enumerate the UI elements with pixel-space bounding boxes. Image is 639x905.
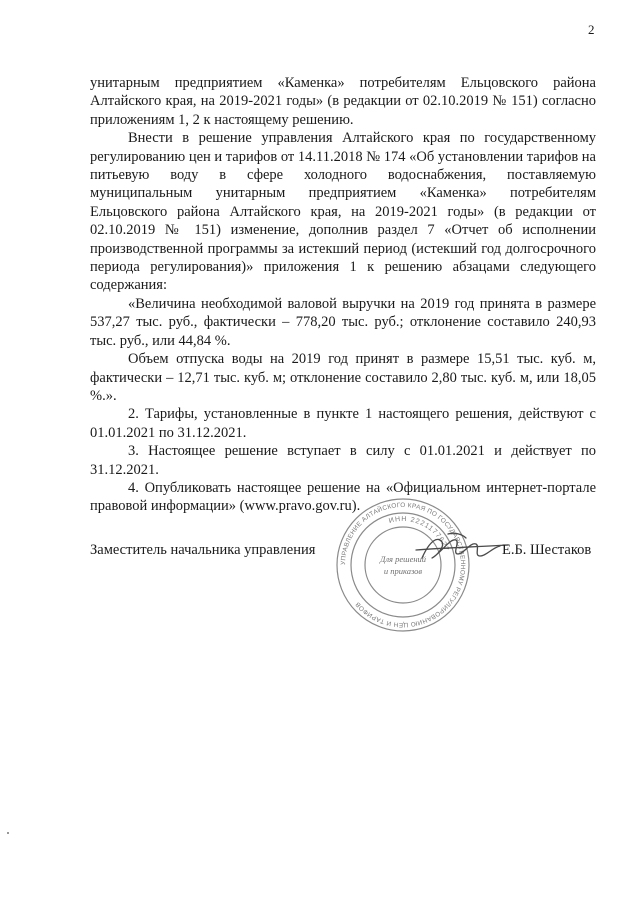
paragraph-6: 3. Настоящее решение вступает в силу с 01.01.2021 и действует по 31.12.2021. xyxy=(90,443,596,478)
stamp-inn-text: ИНН 2221177627 xyxy=(388,515,450,553)
stamp-ring-text: УПРАВЛЕНИЕ АЛТАЙСКОГО КРАЯ ПО ГОСУДАРСТВЕННОМУ РЕГУЛИРОВАНИЮ ЦЕН И ТАРИФОВ xyxy=(339,501,467,629)
paragraph-1: унитарным предприятием «Каменка» потребителям Ельцовского района Алтайского края, на 2019-2021 годы» (в редакции от 02.10.2019 № 151) согласно приложениям 1, 2 к настоящему решению. xyxy=(90,75,596,128)
paragraph-4: Объем отпуска воды на 2019 год принят в размере 15,51 тыс. куб. м, фактически – 12,71 тыс. куб. м; отклонение составило 2,80 тыс. куб. м, или 18,05 %.». xyxy=(90,351,596,404)
paragraph-2: Внести в решение управления Алтайского края по государственному регулированию цен и тарифов от 14.11.2018 № 174 «Об установлении тарифов на питьевую воду в сфере холодного водоснабжения, поставляемую муниципальным унитарным предприятием «Каменка» потребителям Ельцовского района Алтайского края, на 2019-2021 годы» (в редакции от 02.10.2019 № 151) изменение, дополнив раздел 7 «Отчет об исполнении производственной программы за истекший период (истекший год долгосрочного периода регулирования)» приложения 1 к решению абзацами следующего содержания: xyxy=(90,130,596,294)
scan-speck xyxy=(7,832,9,834)
document-body xyxy=(90,74,596,516)
paragraph-7: 4. Опубликовать настоящее решение на «Официальном интернет-портале правовой информации» (www.pravo.gov.ru). xyxy=(90,479,596,515)
handwritten-signature xyxy=(412,528,512,568)
page-number: 2 xyxy=(588,22,595,37)
stamp-inner-line-2: и приказов xyxy=(383,566,423,576)
stamp-inner-line-1: Для решений xyxy=(379,554,427,564)
signatory-title: Заместитель начальника управления xyxy=(90,542,316,558)
paragraph-3: «Величина необходимой валовой выручки на 2019 год принята в размере 537,27 тыс. руб., фактически – 778,20 тыс. руб.; отклонение составило 240,93 тыс. руб., или 44,84 %. xyxy=(90,295,596,349)
paragraph-5: 2. Тарифы, установленные в пункте 1 настоящего решения, действуют с 01.01.2021 по 31.12.2021. xyxy=(90,406,596,441)
signatory-name: Е.Б. Шестаков xyxy=(502,542,592,558)
